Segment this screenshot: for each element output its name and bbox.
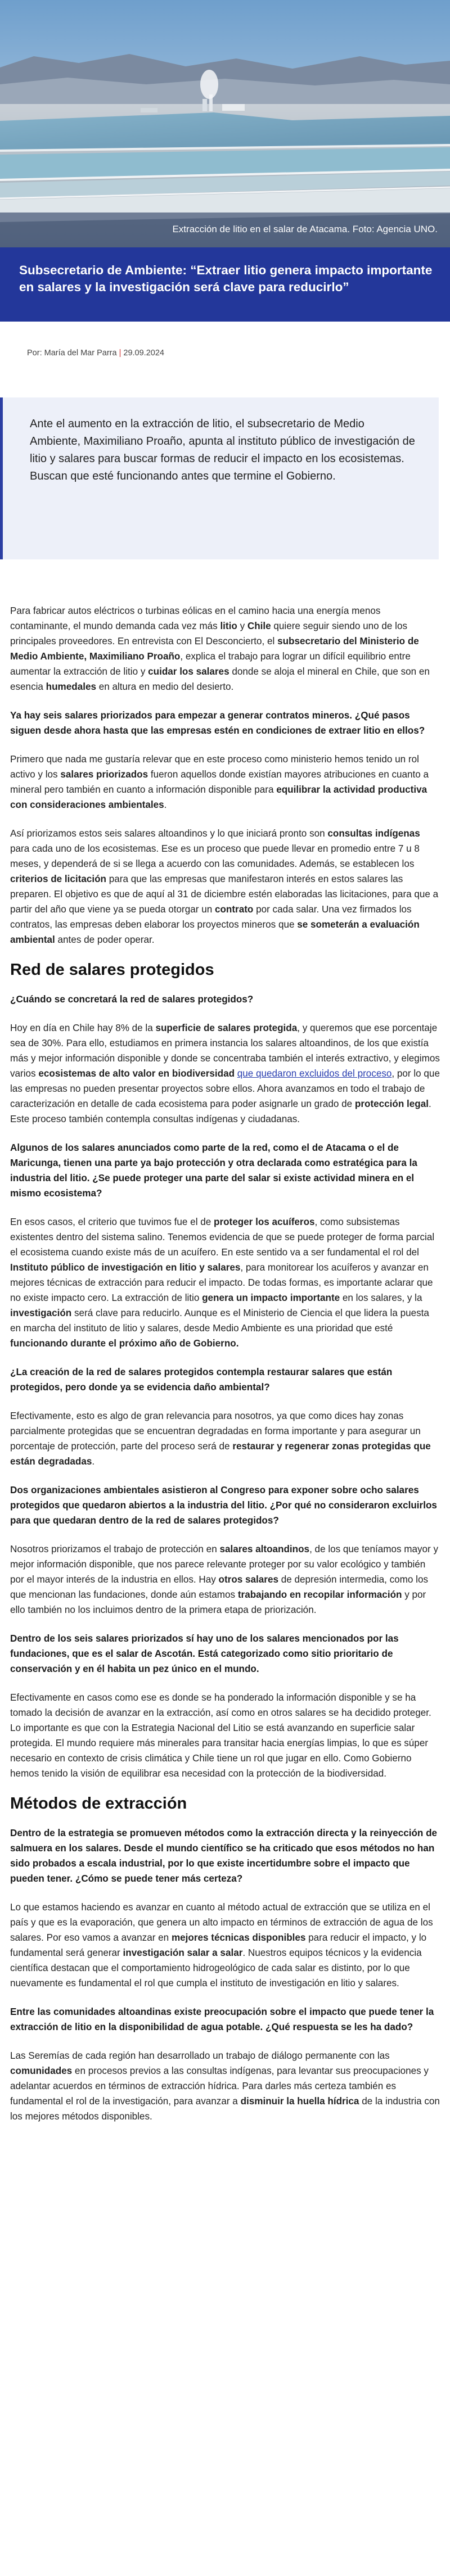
section-heading-red-salares: Red de salares protegidos xyxy=(10,961,214,979)
paragraph-answer-2: Hoy en día en Chile hay 8% de la superficie de salares protegida, y queremos que ese porcentaje sea de 30%. Para ello, estudiamos en primera instancia los salares altoandinos, de los que existía más y mejor información disponible y donde se concentraba también el interés extractivo, y elegimos varios ecosistemas de alto valor en biodiversidad que quedaron excluidos del proceso, por lo que las empresas no pueden presentar proyectos sobre ellos. Ahora avanzamos en todo el trabajo de caracterización en detalle de cada ecosistema para poder asignarle un grado de protección legal. Este proceso también contempla consultas indígenas y ciudadanas. xyxy=(10,1023,440,1124)
paragraph-answer-1b: Así priorizamos estos seis salares altoandinos y lo que iniciará pronto son consultas indígenas para cada uno de los ecosistemas. Ese es un proceso que puede llevar en promedio entre 7 u 8 meses, y dependerá de si se llega a acuerdo con las comunidades. Además, se establecen los criterios de licitación para que las empresas que manifestaron interés en estos salares las preparen. El objetivo es que de aquí al 31 de diciembre estén elaboradas las licitaciones, para que a partir del año que viene ya se pueda otorgar un contrato por cada salar. Una vez firmados los contratos, las empresas deben elaborar los proyectos mineros que se someterán a evaluación ambiental antes de poder operar. xyxy=(10,828,439,945)
article-title: Subsecretario de Ambiente: “Extraer litio genera impacto importante en salares y la investigación será clave para reducirlo” xyxy=(19,263,433,294)
paragraph-answer-7: Lo que estamos haciendo es avanzar en cuanto al método actual de extracción que se utiliza en el país y que es la evaporación, que genera un alto impacto en términos de extracción de agua de los salares. Por eso vamos a avanzar en mejores técnicas disponibles para reducir el impacto, y lo fundamental será generar investigación salar a salar. Nuestros equipos técnicos y la evidencia científica destacan que el comportamiento hidrogeológico de cada salar es distinto, por lo que nuevamente es fundamental el rol que cumpla el instituto de investigación en litio y salares. xyxy=(10,1902,433,1989)
question-1: Ya hay seis salares priorizados para empezar a generar contratos mineros. ¿Qué pasos siguen desde ahora hasta que las empresas estén en condiciones de extraer litio en ellos? xyxy=(10,710,425,736)
byline-separator: | xyxy=(116,349,124,358)
question-3: Algunos de los salares anunciados como parte de la red, como el de Atacama o el de Maricunga, tienen una parte ya bajo protección y otra declarada como estratégica para la industria del litio. ¿Se puede proteger una parte del salar si existe actividad minera en el mismo ecosistema? xyxy=(10,1142,417,1199)
question-2: ¿Cuándo se concretará la red de salares protegidos? xyxy=(10,994,254,1005)
byline-author[interactable]: María del Mar Parra xyxy=(44,349,117,358)
paragraph-answer-4: Efectivamente, esto es algo de gran relevancia para nosotros, ya que como dices hay zonas parcialmente protegidas que se encuentran degradadas en forma importante y para asegurar un porcentaje de protección, parte del proceso será de restaurar y regenerar zonas protegidas que están degradadas. xyxy=(10,1411,431,1467)
article-body xyxy=(0,603,450,2124)
byline-date: 29.09.2024 xyxy=(123,349,164,358)
title-bar xyxy=(0,247,450,322)
paragraph-answer-6: Efectivamente en casos como ese es donde se ha ponderado la información disponible y se ha tomado la decisión de avanzar en la extracción, así como en otros salares se ha decidido proteger. Lo importante es que con la Estrategia Nacional del Litio se está avanzando en superficie salar protegida. El mundo requiere más minerales para transitar hacia energías limpias, lo que es súper necesario en contexto de crisis climática y Chile tiene un rol que jugar en ello. Como Gobierno hemos tenido la visión de equilibrar esa necesidad con la protección de la biodiversidad. xyxy=(10,1692,431,1779)
lead-text: Ante el aumento en la extracción de litio, el subsecretario de Medio Ambiente, Maximiliano Proaño, apunta al instituto público de investigación de litio y salares para buscar formas de reducir el impacto en los ecosistemas. Buscan que esté funcionando antes que termine el Gobierno. xyxy=(30,418,415,482)
paragraph-answer-1a: Primero que nada me gustaría relevar que en este proceso como ministerio hemos tenido un rol activo y los salares priorizados fueron aquellos donde existían mayores atribuciones en cuanto a mineral pero también en cuanto a información disponible para equilibrar la actividad productiva con consideraciones ambientales. xyxy=(10,754,429,810)
paragraph-answer-8: Las Seremías de cada región han desarrollado un trabajo de diálogo permanente con las comunidades en procesos previos a las consultas indígenas, para levantar sus preocupaciones y adelantar acuerdos en términos de extracción hídrica. Para darles más certeza también es fundamental el rol de la investigación, para avanzar a disminuir la huella hídrica de la industria con los mejores métodos disponibles. xyxy=(10,2050,440,2122)
excluded-salares-link[interactable]: que quedaron excluidos del proceso xyxy=(237,1068,392,1079)
byline xyxy=(0,322,450,397)
photo-caption: Extracción de litio en el salar de Atacama. Foto: Agencia UNO. xyxy=(0,213,450,247)
question-7: Dentro de la estrategia se promueven métodos como la extracción directa y la reinyección de salmuera en los salares. Desde el mundo científico se ha criticado que esos métodos no han sido probados a escala industrial, por lo que existe incertidumbre sobre el impacto que pueden tener. ¿Cómo se puede tener más certeza? xyxy=(10,1828,438,1884)
paragraph-intro: Para fabricar autos eléctricos o turbinas eólicas en el camino hacia una energía menos contaminante, el mundo demanda cada vez más litio y Chile quiere seguir siendo uno de los principales proveedores. En entrevista con El Desconcierto, el subsecretario del Ministerio de Medio Ambiente, Maximiliano Proaño, explica el trabajo para lograr un difícil equilibrio entre aumentar la extracción de litio y cuidar los salares donde se aloja el mineral en Chile, que son en esencia humedales en altura en medio del desierto. xyxy=(10,605,430,692)
byline-prefix: Por: xyxy=(27,349,44,358)
paragraph-answer-3: En esos casos, el criterio que tuvimos fue el de proteger los acuíferos, como subsistemas existentes dentro del sistema salino. Tenemos evidencia de que se puede proteger de forma parcial el ecosistema cuando existe más de un acuífero. En este sentido va a ser fundamental el rol del Instituto público de investigación en litio y salares, para monitorear los acuíferos y avanzar en mejores técnicas de extracción para reducir el impacto. De todas formas, es importante aclarar que no existe impacto cero. La extracción de litio genera un impacto importante en los salares, y la investigación será clave para reducirlo. Aunque es el Ministerio de Ciencia el que lidera la puesta en marcha del instituto de litio y salares, desde Medio Ambiente es una prioridad que esté funcionando durante el próximo año de Gobierno. xyxy=(10,1217,435,1349)
hero-image xyxy=(0,0,450,247)
question-6: Dentro de los seis salares priorizados sí hay uno de los salares mencionados por las fundaciones, que es el salar de Ascotán. Está categorizado como sitio prioritario de conservación y en él habita un pez único en el mundo. xyxy=(10,1633,399,1674)
question-8: Entre las comunidades altoandinas existe preocupación sobre el impacto que puede tener la extracción de litio en la disponibilidad de agua potable. ¿Qué respuesta se les ha dado? xyxy=(10,2006,434,2032)
paragraph-answer-5: Nosotros priorizamos el trabajo de protección en salares altoandinos, de los que teníamos mayor y mejor información disponible, que nos parece relevante proteger por su valor ecológico y también por el mayor interés de la industria en ellos. Hay otros salares de depresión intermedia, como los que mencionan las fundaciones, donde aún estamos trabajando en recopilar información y por ello también no los incluimos dentro de la primera etapa de priorización. xyxy=(10,1544,439,1615)
question-4: ¿La creación de la red de salares protegidos contempla restaurar salares que están protegidos, pero donde ya se evidencia daño ambiental? xyxy=(10,1367,393,1393)
lead-box xyxy=(0,397,439,559)
question-5: Dos organizaciones ambientales asistieron al Congreso para exponer sobre ocho salares protegidos que quedaron abiertos a la industria del litio. ¿Por qué no consideraron excluirlos para que quedaran dentro de la red de salares protegidos? xyxy=(10,1485,437,1526)
salar-photo xyxy=(0,0,450,247)
section-heading-metodos: Métodos de extracción xyxy=(10,1795,187,1813)
